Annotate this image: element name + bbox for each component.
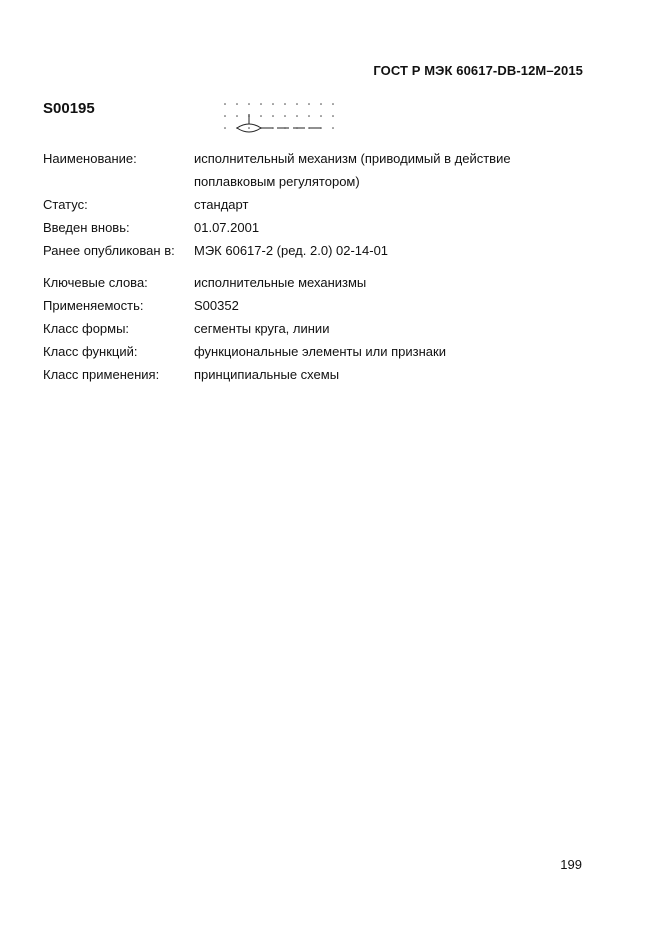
property-label: Класс функций:: [43, 344, 138, 359]
page-number: 199: [560, 857, 582, 872]
property-row-status: [43, 193, 563, 216]
property-value: исполнительные механизмы: [194, 275, 367, 290]
float-actuator-symbol-icon: [220, 98, 340, 138]
symbol-id: S00195: [43, 100, 95, 117]
property-row-function-class: [43, 340, 563, 363]
property-row-application-class: [43, 363, 563, 386]
property-value: исполнительный механизм (приводимый в действие поплавковым регулятором): [194, 151, 511, 189]
property-value: стандарт: [194, 197, 249, 212]
property-label: Ключевые слова:: [43, 275, 148, 290]
property-row-keywords: [43, 271, 563, 294]
property-label: Класс применения:: [43, 367, 160, 382]
property-label: Класс формы:: [43, 321, 130, 336]
property-value: 01.07.2001: [194, 220, 260, 235]
property-row-applicability: [43, 294, 563, 317]
property-row-introduced: [43, 216, 563, 239]
property-label: Ранее опубликован в:: [43, 243, 175, 258]
property-row-shape-class: [43, 317, 563, 340]
property-label: Применяемость:: [43, 298, 144, 313]
property-value: принципиальные схемы: [194, 367, 340, 382]
property-value: МЭК 60617-2 (ред. 2.0) 02-14-01: [194, 243, 389, 258]
property-value: функциональные элементы или признаки: [194, 344, 446, 359]
property-label: Введен вновь:: [43, 220, 130, 235]
property-value: сегменты круга, линии: [194, 321, 330, 336]
property-row-name: [43, 147, 563, 193]
property-value: S00352: [194, 298, 239, 313]
document-code: ГОСТ Р МЭК 60617-DB-12M–2015: [373, 63, 583, 78]
property-label: Статус:: [43, 197, 88, 212]
section-gap: [43, 262, 563, 271]
symbol-properties: [43, 147, 563, 386]
property-label: Наименование:: [43, 151, 137, 166]
property-row-previously-published: [43, 239, 563, 262]
